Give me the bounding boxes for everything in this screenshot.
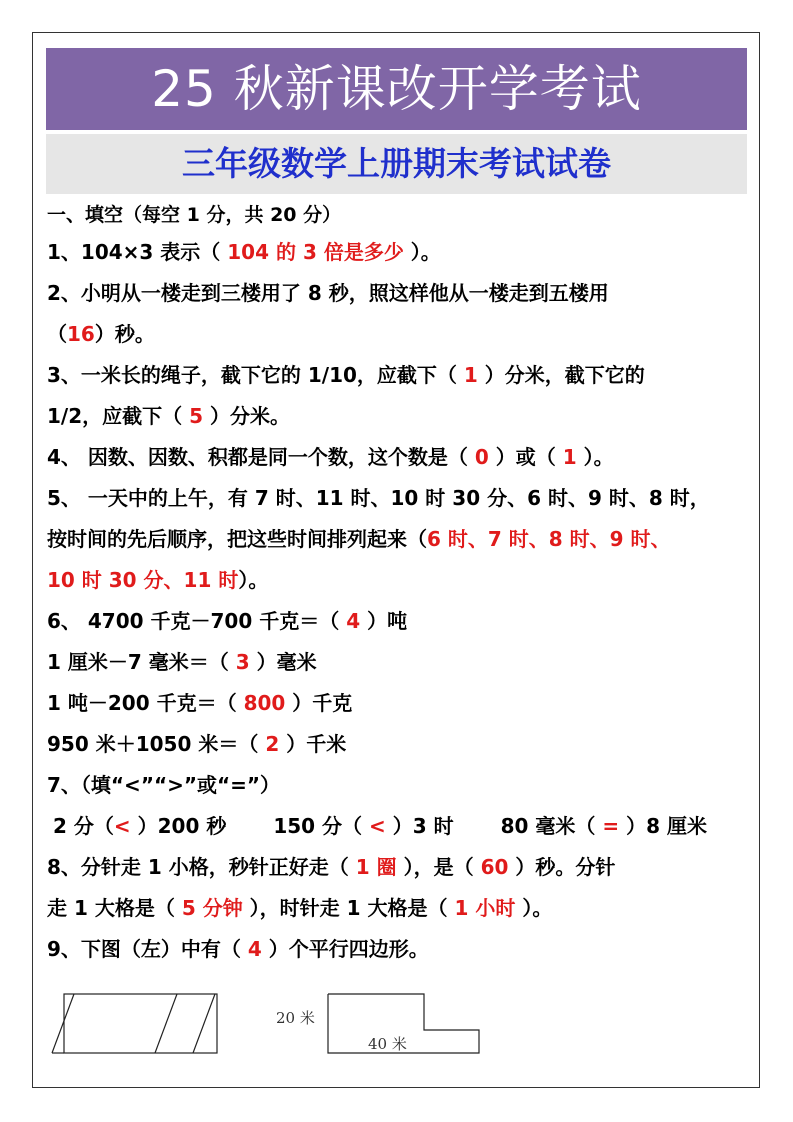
question-3-line-2: [47, 396, 753, 437]
q2-answer: 16: [67, 322, 95, 346]
q3-text-d: ）分米。: [210, 404, 290, 428]
question-7-heading: [47, 765, 753, 806]
q5-text-b: ）。: [238, 568, 269, 592]
q6-text-a2: 1 厘米－7 毫米＝（: [47, 650, 236, 674]
q2-text-l1: 2、小明从一楼走到三楼用了 8 秒，照这样他从一楼走到五楼用: [47, 281, 609, 305]
section-heading: [47, 198, 753, 232]
q2-text-a: （: [47, 322, 67, 346]
question-8-line-1: [47, 847, 753, 888]
q6-text-b1: ）吨: [367, 609, 408, 633]
parallelogram-figure: [52, 994, 217, 1053]
exam-subtitle-bar: [46, 134, 747, 194]
q3-text-a: 3、一米长的绳子，截下它的 1/10，应截下（: [47, 363, 464, 387]
question-3-line-1: [47, 355, 753, 396]
q5-text-l1: 5、 一天中的上午，有 7 时、11 时、10 时 30 分、6 时、9 时、8 时，: [47, 486, 710, 510]
q3-text-c: 1/2，应截下（: [47, 404, 190, 428]
q6-answer-4: 2: [265, 732, 280, 756]
q7-c3-text-a: 80 毫米（: [500, 814, 603, 838]
figure-rectangle: [64, 994, 217, 1053]
q6-text-b2: ）毫米: [256, 650, 317, 674]
q6-text-b3: ）千克: [292, 691, 353, 715]
figure-slant-line-2: [155, 994, 177, 1053]
question-2-line-2: [47, 314, 753, 355]
label-height: 20 米: [276, 1009, 315, 1027]
question-6-line-1: [47, 601, 753, 642]
q8-answer-1: 1 圈: [355, 855, 397, 879]
question-2-line-1: [47, 273, 753, 314]
q5-answer-2: 10 时 30 分、11 时: [47, 568, 239, 592]
exam-banner: [46, 48, 747, 130]
q7-c1-answer: <: [113, 814, 131, 838]
q7-c2-answer: <: [369, 814, 386, 838]
q4-text-c: ）。: [583, 445, 614, 469]
q8-answer-2: 60: [480, 855, 509, 879]
q3-answer-1: 1: [463, 363, 478, 387]
q3-answer-2: 5: [189, 404, 204, 428]
q1-answer: 104 的 3 倍是多少: [227, 240, 404, 264]
q7-c3-text-b: ）8 厘米: [619, 814, 707, 838]
q8-text-d: 走 1 大格是（: [47, 896, 182, 920]
question-5-line-2: [47, 519, 753, 560]
figure-slant-line-3: [193, 994, 215, 1053]
q6-text-a3: 1 吨－200 千克＝（: [47, 691, 244, 715]
q9-answer: 4: [247, 937, 262, 961]
q4-text-b: ）或（: [495, 445, 563, 469]
q7-heading-text: 7、（填“<”“>”或“=”）: [47, 773, 281, 797]
q5-text-a: 按时间的先后顺序，把这些时间排列起来（: [47, 527, 427, 551]
q5-answer-1: 6 时、7 时、8 时、9 时、: [427, 527, 671, 551]
question-6-line-2: [47, 642, 753, 683]
exam-subtitle: 三年级数学上册期末考试试卷: [182, 144, 611, 183]
q9-text-a: 9、下图（左）中有（: [47, 937, 248, 961]
q7-c2-text-b: ）3 时: [385, 814, 454, 838]
question-1: [47, 232, 753, 273]
q6-text-a1: 6、 4700 千克－700 千克＝（: [47, 609, 347, 633]
q6-answer-2: 3: [235, 650, 250, 674]
q6-answer-3: 800: [243, 691, 286, 715]
q3-text-b: ）分米，截下它的: [484, 363, 645, 387]
question-5-line-3: [47, 560, 753, 601]
banner-title: 25 秋新课改开学考试: [151, 60, 642, 118]
q7-c3-answer: =: [602, 814, 620, 838]
q4-answer-2: 1: [562, 445, 577, 469]
q7-c1-text-a: 2 分（: [53, 814, 114, 838]
q1-text-a: 1、104×3 表示（: [47, 240, 228, 264]
q2-text-b: ）秒。: [94, 322, 155, 346]
figure-slant-line-1: [52, 994, 74, 1053]
q4-text-a: 4、 因数、因数、积都是同一个数，这个数是（: [47, 445, 475, 469]
question-8-line-2: [47, 888, 753, 929]
q7-c2-text-a: 150 分（: [273, 814, 369, 838]
q6-answer-1: 4: [346, 609, 361, 633]
question-6-line-3: [47, 683, 753, 724]
q8-text-c: ）秒。分针: [515, 855, 616, 879]
exam-content: [47, 198, 753, 970]
q7-c1-text-b: ）200 秒: [130, 814, 227, 838]
q4-answer-1: 0: [474, 445, 489, 469]
question-4: [47, 437, 753, 478]
q8-text-b: ），是（: [403, 855, 481, 879]
q8-text-e: ），时针走 1 大格是（: [249, 896, 455, 920]
q8-answer-3: 5 分钟: [181, 896, 243, 920]
section-heading-text: 一、填空（每空 1 分，共 20 分）: [47, 204, 342, 226]
question-5-line-1: [47, 478, 753, 519]
question-6-line-4: [47, 724, 753, 765]
question-7-comparisons: [47, 806, 753, 847]
q9-figures: [50, 990, 500, 1060]
q6-text-b4: ）千米: [286, 732, 347, 756]
label-width: 40 米: [368, 1035, 407, 1053]
q8-text-a: 8、分针走 1 小格，秒针正好走（: [47, 855, 356, 879]
question-9: [47, 929, 753, 970]
l-shape-figure: [276, 994, 479, 1053]
q1-text-b: ）。: [410, 240, 441, 264]
q8-answer-4: 1 小时: [454, 896, 516, 920]
q6-text-a4: 950 米＋1050 米＝（: [47, 732, 266, 756]
q8-text-f: ）。: [522, 896, 553, 920]
q9-text-b: ）个平行四边形。: [268, 937, 429, 961]
